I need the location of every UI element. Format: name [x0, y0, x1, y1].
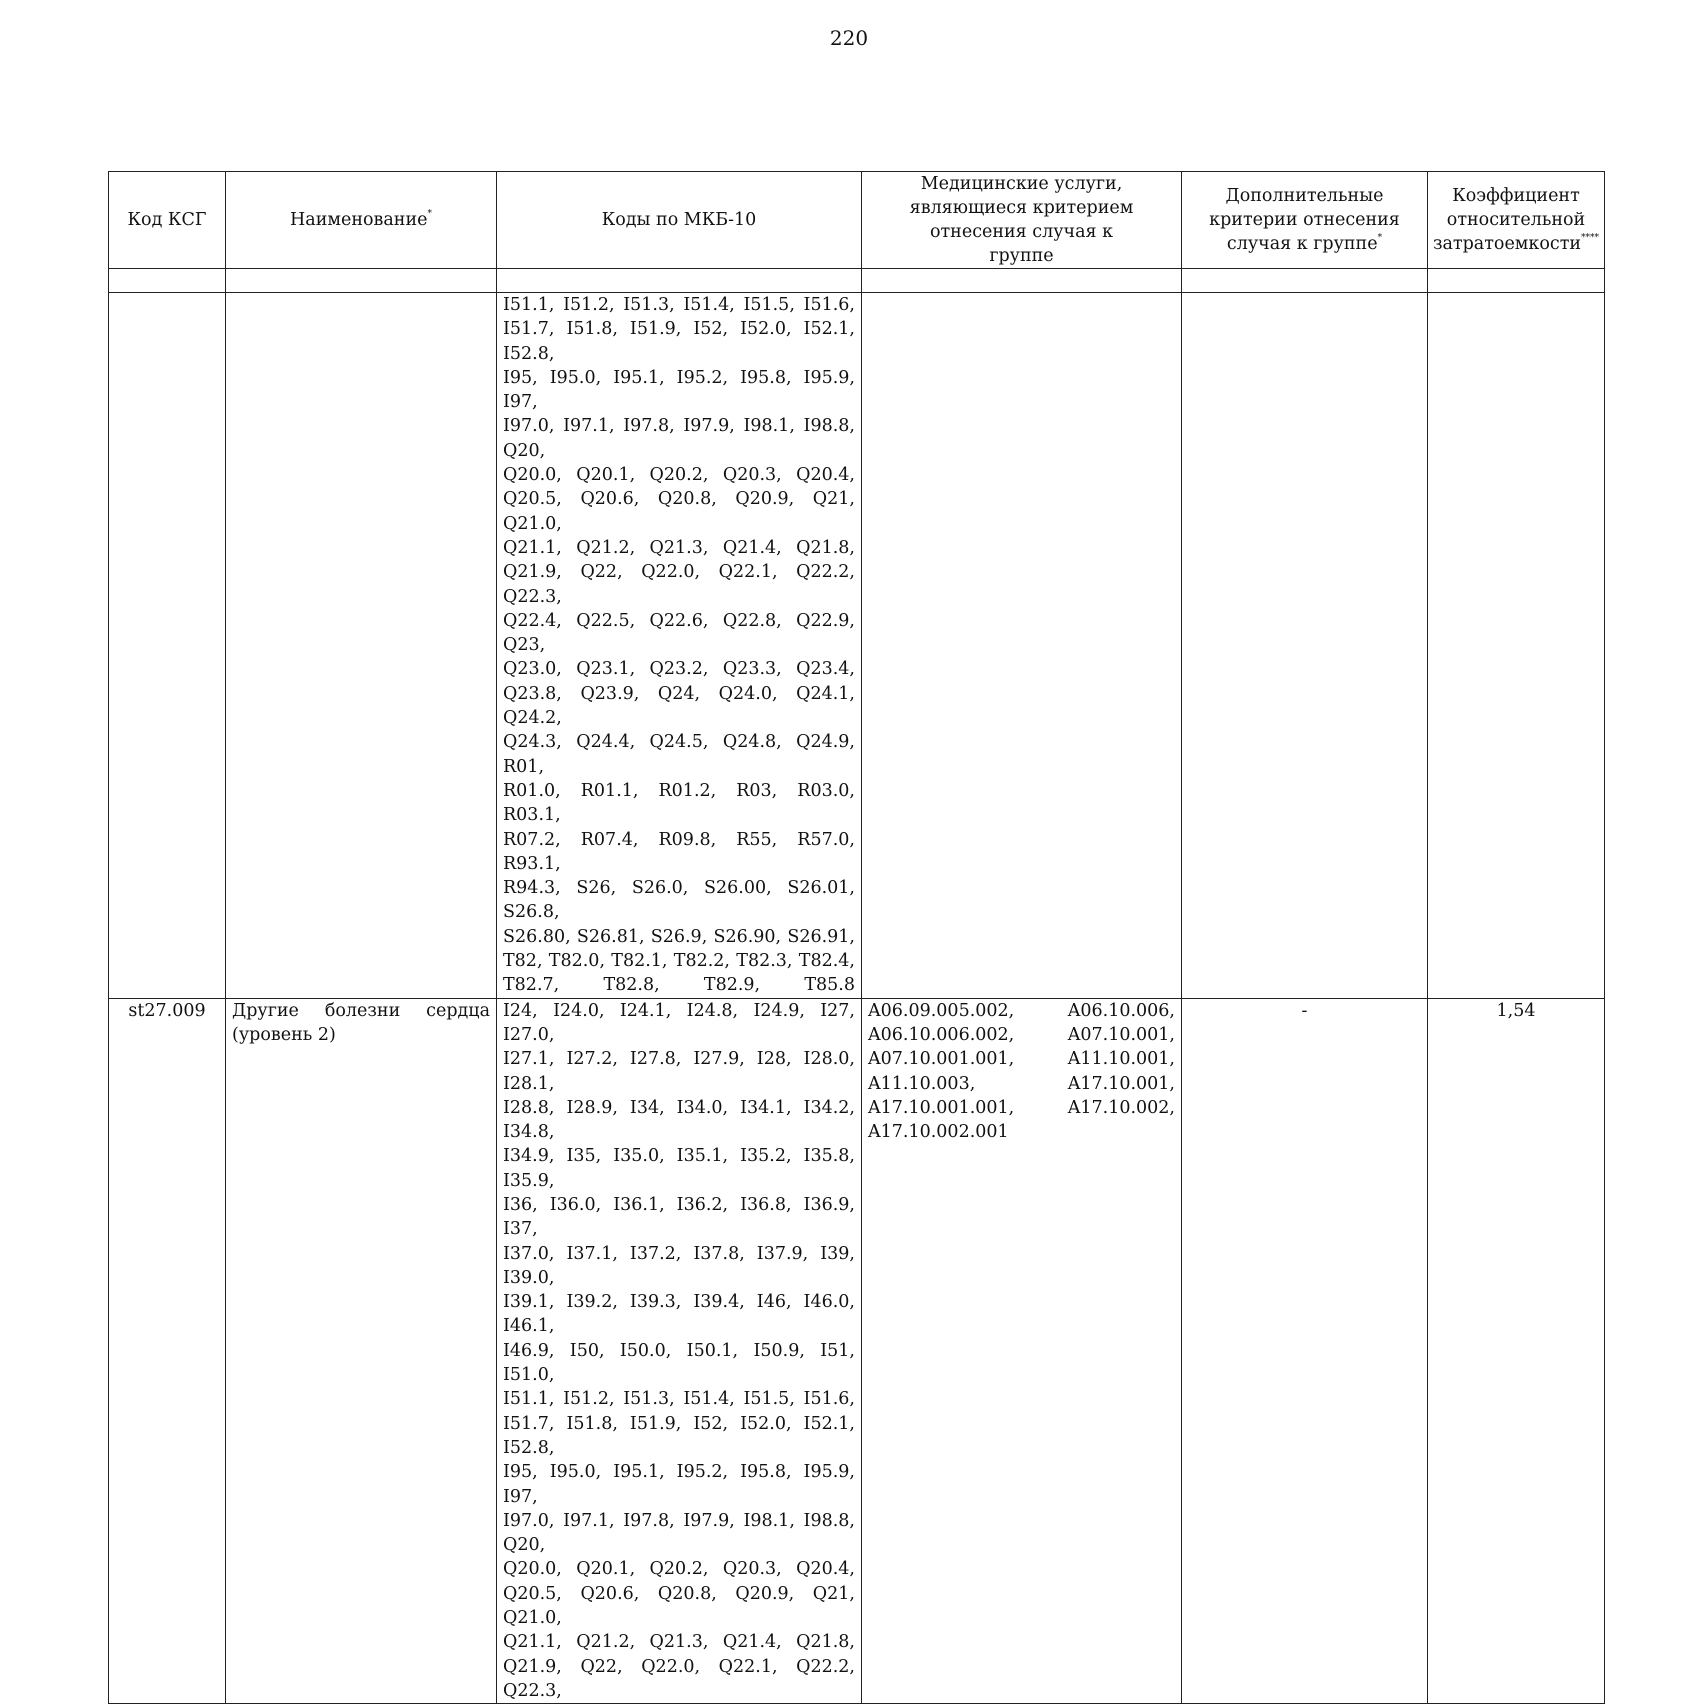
service-code-line [868, 1096, 1175, 1120]
row-code-cell [109, 998, 226, 1704]
coefficient: 1,54 [1496, 1000, 1536, 1021]
header-services: Медицинские услуги, являющиеся критерием отнесения случая к группе [862, 172, 1182, 269]
empty-cell [1182, 269, 1428, 293]
service-code: A11.10.001, [1067, 1049, 1175, 1070]
row-coef-cell [1428, 293, 1605, 999]
header-name: Наименование* [226, 172, 497, 269]
icd-code-line: I28.8, I28.9, I34, I34.0, I34.1, I34.2, I34.8, [503, 1097, 855, 1143]
header-extra: Дополнительные критерии отнесения случая к группе* [1182, 172, 1428, 269]
icd-code-line: I97.0, I97.1, I97.8, I97.9, I98.1, I98.8, Q20, [503, 416, 855, 461]
empty-cell [109, 269, 226, 293]
icd-code-line: I51.7, I51.8, I51.9, I52, I52.0, I52.1, I52.8, [503, 1413, 855, 1458]
header-coef: Коэффициент относительной затратоемкости**** [1428, 172, 1605, 269]
icd-code-line: Q23.8, Q23.9, Q24, Q24.0, Q24.1, Q24.2, [503, 683, 855, 729]
icd-code-line: T82, T82.0, T82.1, T82.2, T82.3, T82.4, [503, 951, 855, 972]
service-code-line [868, 999, 1175, 1023]
footnote-mark: **** [1581, 233, 1600, 243]
header-row [109, 172, 1605, 269]
icd-code-line: Q21.9, Q22, Q22.0, Q22.1, Q22.2, Q22.3, [503, 1656, 855, 1701]
icd-code-line: I24, I24.0, I24.1, I24.8, I24.9, I27, I27.0, [503, 1000, 855, 1045]
icd-code-line: Q20.0, Q20.1, Q20.2, Q20.3, Q20.4, [503, 1559, 855, 1580]
service-code: A17.10.002.001 [868, 1122, 1009, 1143]
row-coef-cell [1428, 998, 1605, 1704]
icd-code-line: R07.2, R07.4, R09.8, R55, R57.0, R93.1, [503, 829, 855, 874]
service-code: A06.10.006, [1067, 1000, 1175, 1021]
icd-code-line: I39.1, I39.2, I39.3, I39.4, I46, I46.0, I46.1, [503, 1292, 855, 1337]
icd-code-line: Q21.1, Q21.2, Q21.3, Q21.4, Q21.8, [503, 537, 855, 558]
empty-cell [226, 269, 497, 293]
icd-code-line: I34.9, I35, I35.0, I35.1, I35.2, I35.8, I35.9, [503, 1146, 855, 1191]
icd-code-line: I27.1, I27.2, I27.8, I27.9, I28, I28.0, I28.1, [503, 1049, 855, 1094]
service-code-line [868, 1023, 1175, 1047]
icd-code-line: I97.0, I97.1, I97.8, I97.9, I98.1, I98.8, Q20, [503, 1510, 855, 1556]
icd-code-line: Q21.9, Q22, Q22.0, Q22.1, Q22.2, Q22.3, [503, 562, 855, 607]
icd-code-line: I51.7, I51.8, I51.9, I52, I52.0, I52.1, I52.8, [503, 319, 855, 364]
icd-code-line: Q22.4, Q22.5, Q22.6, Q22.8, Q22.9, Q23, [503, 610, 855, 656]
footnote-mark: * [427, 209, 432, 219]
service-code: A17.10.002, [1067, 1097, 1175, 1118]
icd-code-line: Q20.5, Q20.6, Q20.8, Q20.9, Q21, Q21.0, [503, 1583, 855, 1629]
icd-code-line: I36, I36.0, I36.1, I36.2, I36.8, I36.9, I37, [503, 1194, 855, 1240]
icd-code-line: I37.0, I37.1, I37.2, I37.8, I37.9, I39, I39.0, [503, 1243, 855, 1288]
empty-cell [497, 269, 862, 293]
header-subrow [109, 269, 1605, 293]
service-code-line [868, 1120, 1175, 1144]
service-code: A07.10.001.001, [868, 1049, 1015, 1070]
empty-cell [862, 269, 1182, 293]
service-code: A11.10.003, [868, 1073, 976, 1094]
icd-code-line: Q23.0, Q23.1, Q23.2, Q23.3, Q23.4, [503, 659, 855, 680]
icd-code-line: R94.3, S26, S26.0, S26.00, S26.01, S26.8, [503, 878, 855, 923]
icd-code-line: S26.80, S26.81, S26.9, S26.90, S26.91, [503, 926, 855, 947]
ksg-table [108, 171, 1605, 1704]
row-name-cell [226, 998, 497, 1704]
row-icd-cell [497, 293, 862, 999]
extra-criteria: - [1301, 1000, 1308, 1021]
service-code: A17.10.001, [1067, 1073, 1175, 1094]
service-code: A07.10.001, [1067, 1024, 1175, 1045]
row-extra-cell [1182, 293, 1428, 999]
header-icd: Коды по МКБ-10 [497, 172, 862, 269]
service-code: A17.10.001.001, [868, 1097, 1015, 1118]
footnote-mark: * [1377, 233, 1383, 243]
icd-code-line: Q24.3, Q24.4, Q24.5, Q24.8, Q24.9, R01, [503, 732, 855, 777]
empty-cell [1428, 269, 1605, 293]
icd-code-line: I46.9, I50, I50.0, I50.1, I50.9, I51, I51.0, [503, 1340, 855, 1386]
icd-code-line: R01.0, R01.1, R01.2, R03, R03.0, R03.1, [503, 780, 855, 826]
icd-code-line: T82.7, T82.8, T82.9, T85.8 [503, 975, 855, 996]
icd-code-line: I51.1, I51.2, I51.3, I51.4, I51.5, I51.6, [503, 1389, 855, 1410]
icd-code-line: Q21.1, Q21.2, Q21.3, Q21.4, Q21.8, [503, 1632, 855, 1653]
header-code: Код КСГ [109, 172, 226, 269]
icd-code-line: I51.1, I51.2, I51.3, I51.4, I51.5, I51.6, [503, 295, 855, 315]
service-code: A06.10.006.002, [868, 1024, 1015, 1045]
icd-code-line: I95, I95.0, I95.1, I95.2, I95.8, I95.9, I97, [503, 367, 855, 413]
page-number: 220 [829, 26, 869, 50]
icd-code-line: Q20.5, Q20.6, Q20.8, Q20.9, Q21, Q21.0, [503, 489, 855, 534]
table-row-continued [109, 293, 1605, 999]
row-services-cell [862, 998, 1182, 1704]
row-code-cell [109, 293, 226, 999]
ksg-name: Другие болезни сердца (уровень 2) [232, 1000, 490, 1045]
row-extra-cell [1182, 998, 1428, 1704]
row-icd-cell [497, 998, 862, 1704]
row-name-cell [226, 293, 497, 999]
service-code: A06.09.005.002, [868, 1000, 1015, 1021]
table-row [109, 998, 1605, 1704]
ksg-code: st27.009 [128, 1000, 206, 1021]
icd-code-line: I95, I95.0, I95.1, I95.2, I95.8, I95.9, I97, [503, 1462, 855, 1507]
service-code-line [868, 1047, 1175, 1071]
service-code-line [868, 1072, 1175, 1096]
row-services-cell [862, 293, 1182, 999]
icd-code-line: Q20.0, Q20.1, Q20.2, Q20.3, Q20.4, [503, 465, 855, 486]
